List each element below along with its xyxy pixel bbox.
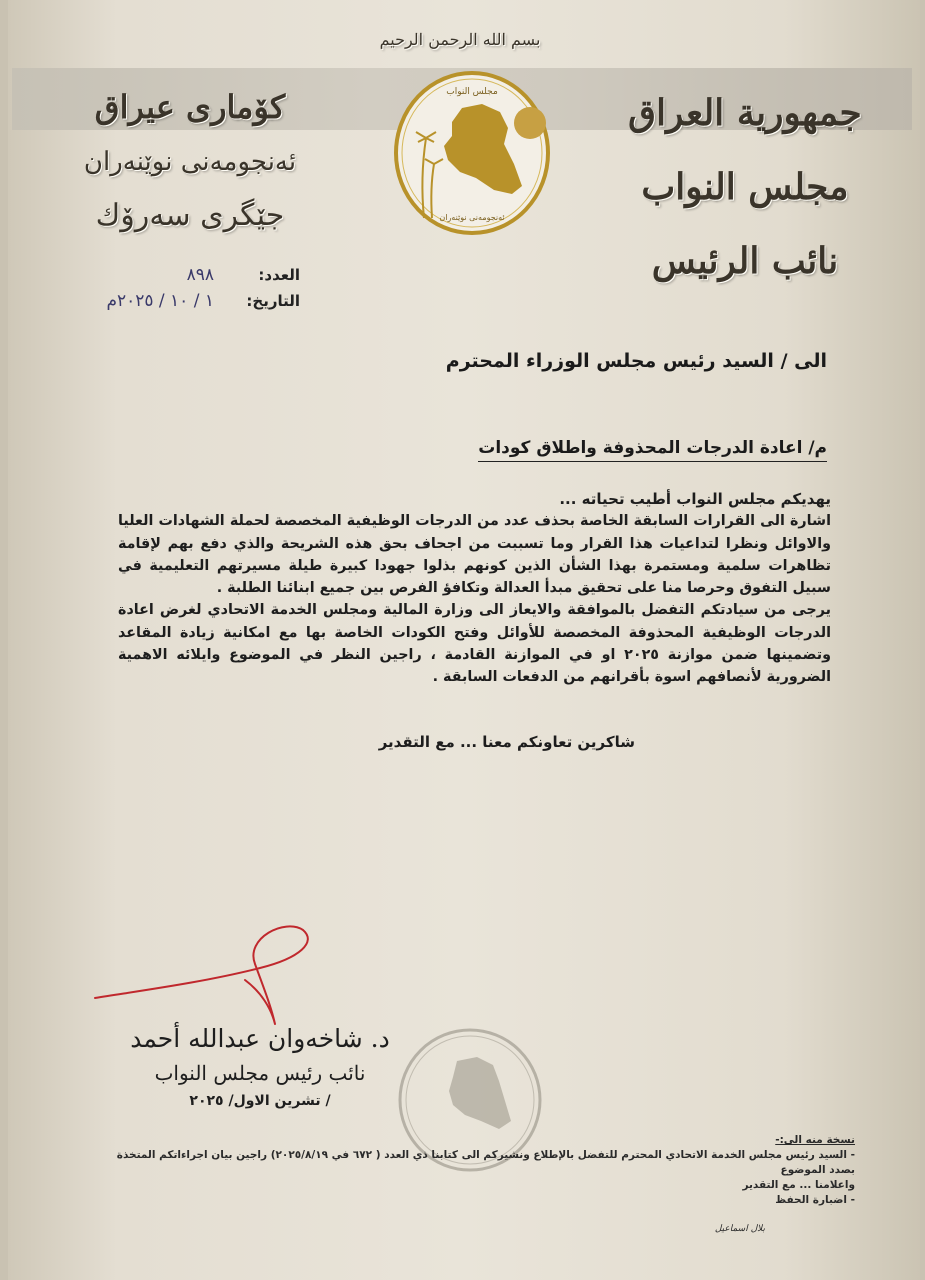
body-paragraph: يرجى من سيادتكم التفضل بالموافقة والايعاز الى وزارة المالية ومجلس الخدمة الاتحادي لغرض اعادة الدرجات الوظيفية المحذوفة المخصصة للأوائل وفتح الكودات الخاصة بها مع امكانية زيادة المقاعد وتضمينها ضمن موازنة ٢٠٢٥ او في الموازنة القادمة ، راجين النظر في الموضوع وايلائه الاهمية الضرورية لأنصافهم اسوة بأقرانهم من الدفعات السابقة . (118, 602, 831, 686)
sun-icon (514, 107, 546, 139)
addressee: الى / السيد رئيس مجلس الوزراء المحترم (445, 350, 827, 372)
typist-initials: بلال اسماعيل (714, 1224, 765, 1234)
copies-item: واعلامنا ... مع التقدير (742, 1179, 855, 1191)
number-value: ٨٩٨ (186, 265, 214, 285)
body-paragraph: اشارة الى القرارات السابقة الخاصة بحذف عدد من الدرجات الوظيفية المخصصة لحملة الشهادات العليا والاوائل ونظرا لتداعيات هذا القرار وما تسببت من اجحاف بحق هذه الشريحة والذي دفع بهم لإقامة تظاهرات سلمية ومستمرة بهذا الشأن الذين كونهم بذلوا جهودا كبيرة طيلة مسيرتهم التعليمية في سبيل التفوق وحرصا منا على تحقيق مبدأ العدالة وتكافؤ الفرص بين جميع ابنائنا الطلبة . (118, 513, 831, 597)
handwritten-signature (85, 920, 345, 1030)
copies-item: - السيد رئيس مجلس الخدمة الاتحادي المحترم للتفضل بالإطلاع ونشيركم الى كتابنا ذي العدد ( ٦٧٢ في ٢٠٢٥/٨/١٩) راجين بيان اجراءاتكم المتخذة بصدد الموضوع (116, 1149, 855, 1176)
date-value: ١ / ١٠ / ٢٠٢٥م (106, 291, 214, 311)
basmala: بسم الله الرحمن الرحيم (379, 30, 541, 49)
seal-text-bottom: ئەنجومەنی نوێنەران (439, 213, 505, 222)
letterhead-kurdish-line: ئەنجومەنی نوێنەران (83, 147, 297, 177)
letterhead-kurdish (60, 82, 320, 240)
copies-to-section (95, 1133, 855, 1237)
copies-item: - اضبارة الحفظ (775, 1194, 855, 1206)
signatory-title: نائب رئيس مجلس النواب (154, 1061, 366, 1085)
date-row (50, 288, 300, 314)
subject-line: م/ اعادة الدرجات المحذوفة واطلاق كودات (478, 438, 827, 462)
closing-line: شاكرين تعاونكم معنا ... مع التقدير (378, 733, 635, 751)
letterhead-arabic (615, 76, 875, 298)
seal-text-top: مجلس النواب (446, 87, 498, 97)
signatory-block (110, 1020, 410, 1114)
greeting: يهديكم مجلس النواب أطيب تحياته ... (559, 490, 831, 508)
letter-body (118, 488, 831, 689)
number-label: العدد: (258, 266, 300, 284)
number-row (50, 262, 300, 288)
signatory-name: د. شاخەوان عبدالله أحمد (130, 1024, 390, 1053)
letterhead-kurdish-line: جێگری سەرۆك (95, 198, 285, 233)
date-label: التاريخ: (246, 292, 300, 310)
parliament-seal-logo (390, 68, 554, 238)
letter-metadata (50, 262, 300, 314)
copies-heading: نسخة منه الى:- (775, 1134, 855, 1146)
letterhead-kurdish-line: کۆماری عیراق (94, 88, 286, 126)
letterhead-arabic-line: نائب الرئيس (651, 240, 839, 282)
letterhead-arabic-line: جمهورية العراق (628, 92, 862, 134)
letterhead-arabic-line: مجلس النواب (641, 166, 849, 208)
signature-date: / تشرين الاول/ ٢٠٢٥ (189, 1093, 331, 1109)
